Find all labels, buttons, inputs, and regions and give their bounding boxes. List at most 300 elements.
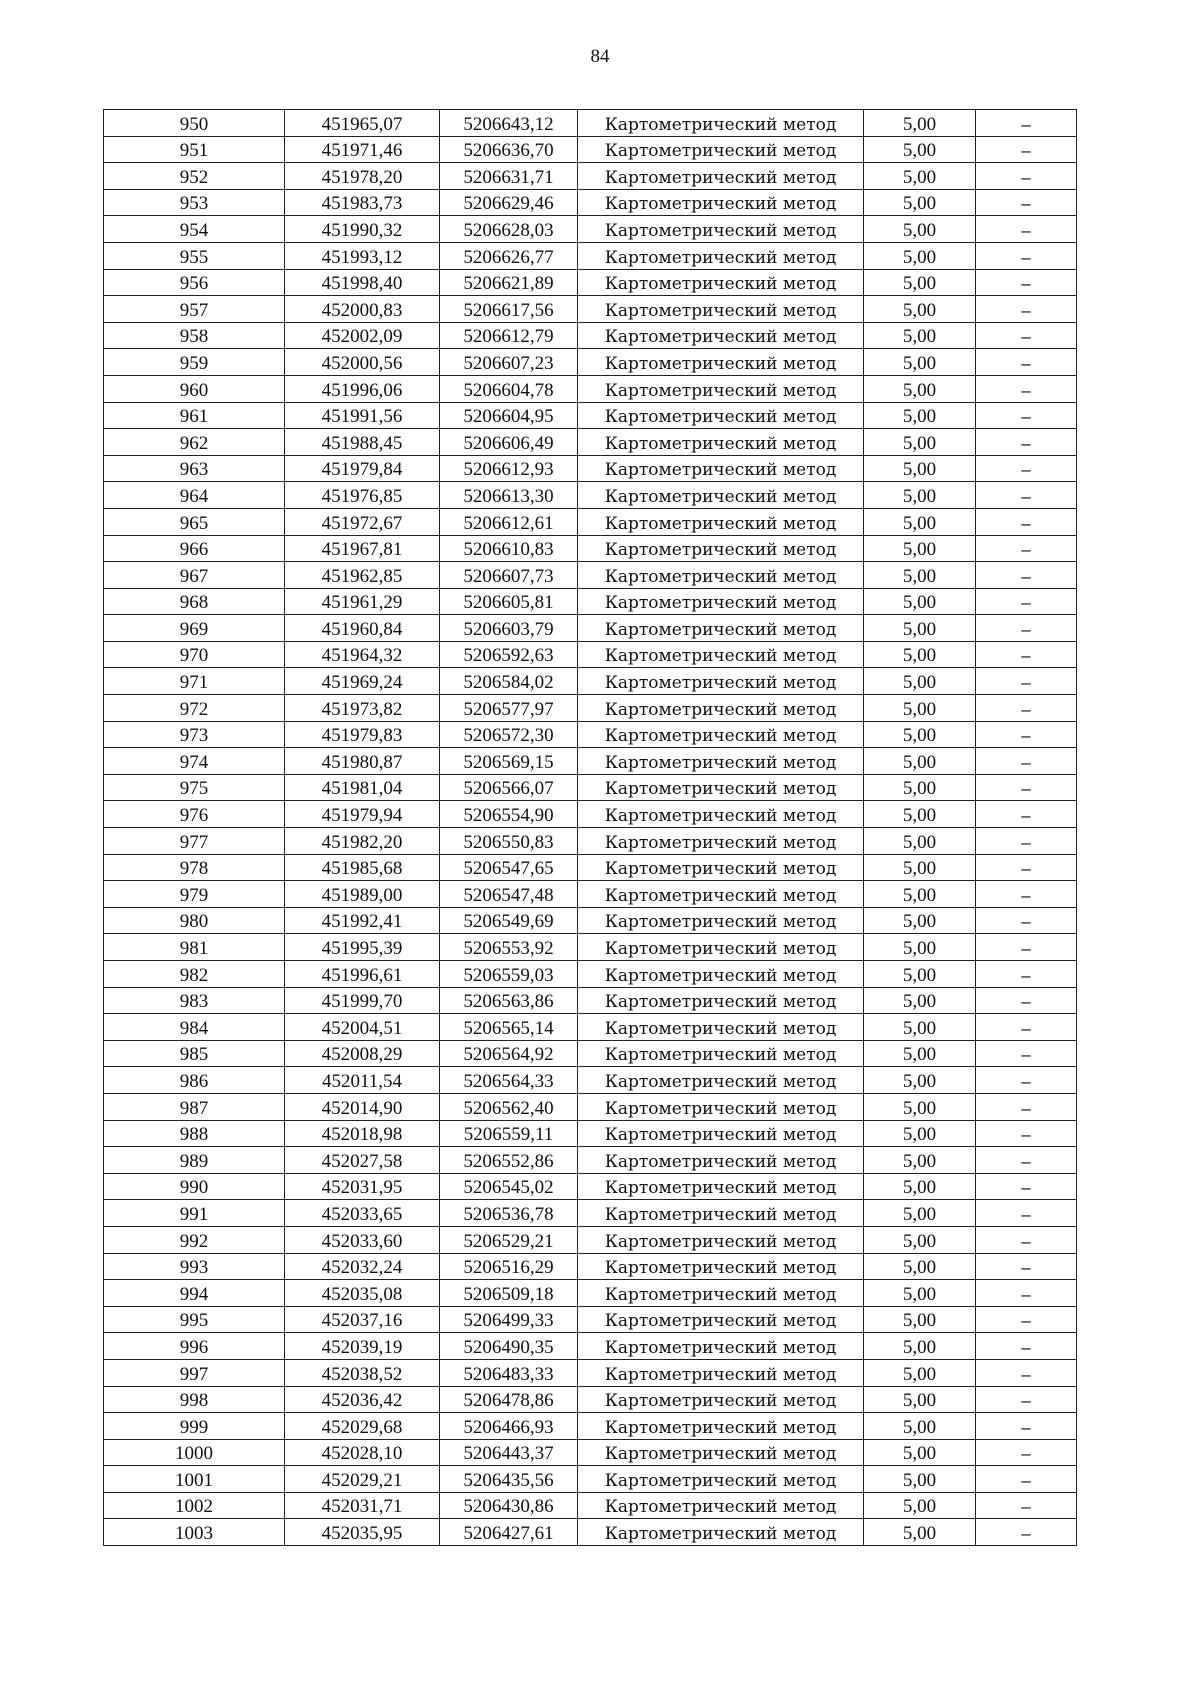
table-row <box>104 1359 1077 1386</box>
y-coordinate-cell: 5206612,79 <box>440 322 578 349</box>
y-coordinate-cell: 5206516,29 <box>440 1253 578 1280</box>
method-cell: Картометрический метод <box>578 828 864 855</box>
x-coordinate-cell: 451976,85 <box>285 482 440 509</box>
table-row <box>104 1439 1077 1466</box>
accuracy-cell: 5,00 <box>864 429 976 456</box>
accuracy-cell: 5,00 <box>864 1067 976 1094</box>
method-cell: Картометрический метод <box>578 961 864 988</box>
description-cell: – <box>976 189 1077 216</box>
point-number-cell: 992 <box>104 1226 285 1253</box>
table-row <box>104 695 1077 722</box>
y-coordinate-cell: 5206559,03 <box>440 961 578 988</box>
point-number-cell: 990 <box>104 1173 285 1200</box>
description-cell: – <box>976 748 1077 775</box>
point-number-cell: 985 <box>104 1040 285 1067</box>
description-cell: – <box>976 402 1077 429</box>
description-cell: – <box>976 1386 1077 1413</box>
point-number-cell: 995 <box>104 1306 285 1333</box>
point-number-cell: 999 <box>104 1413 285 1440</box>
description-cell: – <box>976 1093 1077 1120</box>
point-number-cell: 954 <box>104 216 285 243</box>
point-number-cell: 989 <box>104 1147 285 1174</box>
method-cell: Картометрический метод <box>578 934 864 961</box>
accuracy-cell: 5,00 <box>864 641 976 668</box>
method-cell: Картометрический метод <box>578 1280 864 1307</box>
description-cell: – <box>976 1359 1077 1386</box>
point-number-cell: 965 <box>104 508 285 535</box>
x-coordinate-cell: 451978,20 <box>285 163 440 190</box>
accuracy-cell: 5,00 <box>864 1413 976 1440</box>
accuracy-cell: 5,00 <box>864 1226 976 1253</box>
description-cell: – <box>976 1306 1077 1333</box>
table-row <box>104 881 1077 908</box>
x-coordinate-cell: 451965,07 <box>285 110 440 137</box>
x-coordinate-cell: 452036,42 <box>285 1386 440 1413</box>
x-coordinate-cell: 451991,56 <box>285 402 440 429</box>
table-row <box>104 508 1077 535</box>
method-cell: Картометрический метод <box>578 429 864 456</box>
method-cell: Картометрический метод <box>578 1359 864 1386</box>
x-coordinate-cell: 452008,29 <box>285 1040 440 1067</box>
point-number-cell: 963 <box>104 455 285 482</box>
table-row <box>104 588 1077 615</box>
method-cell: Картометрический метод <box>578 216 864 243</box>
coordinates-table <box>103 109 1077 1546</box>
accuracy-cell: 5,00 <box>864 695 976 722</box>
table-row <box>104 668 1077 695</box>
point-number-cell: 960 <box>104 375 285 402</box>
table-row <box>104 1147 1077 1174</box>
x-coordinate-cell: 451962,85 <box>285 562 440 589</box>
x-coordinate-cell: 452033,65 <box>285 1200 440 1227</box>
x-coordinate-cell: 451988,45 <box>285 429 440 456</box>
table-row <box>104 961 1077 988</box>
point-number-cell: 957 <box>104 296 285 323</box>
x-coordinate-cell: 451983,73 <box>285 189 440 216</box>
description-cell: – <box>976 455 1077 482</box>
table-row <box>104 615 1077 642</box>
description-cell: – <box>976 269 1077 296</box>
table-row <box>104 1093 1077 1120</box>
method-cell: Картометрический метод <box>578 189 864 216</box>
table-row <box>104 774 1077 801</box>
point-number-cell: 978 <box>104 854 285 881</box>
y-coordinate-cell: 5206572,30 <box>440 721 578 748</box>
point-number-cell: 976 <box>104 801 285 828</box>
method-cell: Картометрический метод <box>578 615 864 642</box>
x-coordinate-cell: 452029,68 <box>285 1413 440 1440</box>
description-cell: – <box>976 349 1077 376</box>
point-number-cell: 950 <box>104 110 285 137</box>
y-coordinate-cell: 5206605,81 <box>440 588 578 615</box>
description-cell: – <box>976 296 1077 323</box>
point-number-cell: 969 <box>104 615 285 642</box>
y-coordinate-cell: 5206569,15 <box>440 748 578 775</box>
accuracy-cell: 5,00 <box>864 1466 976 1493</box>
table-row <box>104 216 1077 243</box>
accuracy-cell: 5,00 <box>864 1306 976 1333</box>
table-row <box>104 375 1077 402</box>
accuracy-cell: 5,00 <box>864 455 976 482</box>
table-row <box>104 1226 1077 1253</box>
accuracy-cell: 5,00 <box>864 1386 976 1413</box>
point-number-cell: 964 <box>104 482 285 509</box>
method-cell: Картометрический метод <box>578 588 864 615</box>
x-coordinate-cell: 452035,08 <box>285 1280 440 1307</box>
table-row <box>104 349 1077 376</box>
y-coordinate-cell: 5206643,12 <box>440 110 578 137</box>
description-cell: – <box>976 1439 1077 1466</box>
method-cell: Картометрический метод <box>578 721 864 748</box>
table-row <box>104 1492 1077 1519</box>
method-cell: Картометрический метод <box>578 1492 864 1519</box>
description-cell: – <box>976 987 1077 1014</box>
description-cell: – <box>976 1147 1077 1174</box>
point-number-cell: 1002 <box>104 1492 285 1519</box>
method-cell: Картометрический метод <box>578 854 864 881</box>
table-row <box>104 828 1077 855</box>
x-coordinate-cell: 451972,67 <box>285 508 440 535</box>
y-coordinate-cell: 5206612,93 <box>440 455 578 482</box>
method-cell: Картометрический метод <box>578 242 864 269</box>
table-row <box>104 1014 1077 1041</box>
y-coordinate-cell: 5206610,83 <box>440 535 578 562</box>
point-number-cell: 962 <box>104 429 285 456</box>
x-coordinate-cell: 451973,82 <box>285 695 440 722</box>
accuracy-cell: 5,00 <box>864 1492 976 1519</box>
y-coordinate-cell: 5206443,37 <box>440 1439 578 1466</box>
description-cell: – <box>976 1492 1077 1519</box>
method-cell: Картометрический метод <box>578 987 864 1014</box>
x-coordinate-cell: 451995,39 <box>285 934 440 961</box>
y-coordinate-cell: 5206612,61 <box>440 508 578 535</box>
y-coordinate-cell: 5206430,86 <box>440 1492 578 1519</box>
description-cell: – <box>976 1120 1077 1147</box>
accuracy-cell: 5,00 <box>864 402 976 429</box>
x-coordinate-cell: 452011,54 <box>285 1067 440 1094</box>
description-cell: – <box>976 668 1077 695</box>
x-coordinate-cell: 452014,90 <box>285 1093 440 1120</box>
method-cell: Картометрический метод <box>578 269 864 296</box>
x-coordinate-cell: 451979,83 <box>285 721 440 748</box>
x-coordinate-cell: 451999,70 <box>285 987 440 1014</box>
method-cell: Картометрический метод <box>578 881 864 908</box>
x-coordinate-cell: 451960,84 <box>285 615 440 642</box>
y-coordinate-cell: 5206483,33 <box>440 1359 578 1386</box>
point-number-cell: 961 <box>104 402 285 429</box>
point-number-cell: 974 <box>104 748 285 775</box>
point-number-cell: 983 <box>104 987 285 1014</box>
point-number-cell: 1000 <box>104 1439 285 1466</box>
point-number-cell: 951 <box>104 136 285 163</box>
description-cell: – <box>976 1253 1077 1280</box>
accuracy-cell: 5,00 <box>864 1519 976 1546</box>
y-coordinate-cell: 5206564,92 <box>440 1040 578 1067</box>
method-cell: Картометрический метод <box>578 1093 864 1120</box>
description-cell: – <box>976 1280 1077 1307</box>
table-row <box>104 1519 1077 1546</box>
table-row <box>104 801 1077 828</box>
accuracy-cell: 5,00 <box>864 1253 976 1280</box>
x-coordinate-cell: 451980,87 <box>285 748 440 775</box>
x-coordinate-cell: 451996,06 <box>285 375 440 402</box>
table-row <box>104 1200 1077 1227</box>
method-cell: Картометрический метод <box>578 455 864 482</box>
description-cell: – <box>976 907 1077 934</box>
method-cell: Картометрический метод <box>578 748 864 775</box>
description-cell: – <box>976 1466 1077 1493</box>
method-cell: Картометрический метод <box>578 110 864 137</box>
x-coordinate-cell: 451969,24 <box>285 668 440 695</box>
y-coordinate-cell: 5206427,61 <box>440 1519 578 1546</box>
description-cell: – <box>976 641 1077 668</box>
point-number-cell: 971 <box>104 668 285 695</box>
x-coordinate-cell: 451998,40 <box>285 269 440 296</box>
table-row <box>104 429 1077 456</box>
method-cell: Картометрический метод <box>578 1333 864 1360</box>
point-number-cell: 998 <box>104 1386 285 1413</box>
y-coordinate-cell: 5206577,97 <box>440 695 578 722</box>
description-cell: – <box>976 1519 1077 1546</box>
description-cell: – <box>976 1173 1077 1200</box>
y-coordinate-cell: 5206564,33 <box>440 1067 578 1094</box>
accuracy-cell: 5,00 <box>864 748 976 775</box>
point-number-cell: 968 <box>104 588 285 615</box>
method-cell: Картометрический метод <box>578 562 864 589</box>
accuracy-cell: 5,00 <box>864 1280 976 1307</box>
description-cell: – <box>976 110 1077 137</box>
point-number-cell: 986 <box>104 1067 285 1094</box>
method-cell: Картометрический метод <box>578 535 864 562</box>
y-coordinate-cell: 5206607,73 <box>440 562 578 589</box>
table-row <box>104 482 1077 509</box>
table-row <box>104 136 1077 163</box>
method-cell: Картометрический метод <box>578 296 864 323</box>
description-cell: – <box>976 801 1077 828</box>
method-cell: Картометрический метод <box>578 1200 864 1227</box>
y-coordinate-cell: 5206563,86 <box>440 987 578 1014</box>
x-coordinate-cell: 452028,10 <box>285 1439 440 1466</box>
description-cell: – <box>976 163 1077 190</box>
y-coordinate-cell: 5206636,70 <box>440 136 578 163</box>
method-cell: Картометрический метод <box>578 641 864 668</box>
method-cell: Картометрический метод <box>578 349 864 376</box>
accuracy-cell: 5,00 <box>864 907 976 934</box>
table-row <box>104 1120 1077 1147</box>
table-row <box>104 1466 1077 1493</box>
x-coordinate-cell: 451989,00 <box>285 881 440 908</box>
method-cell: Картометрический метод <box>578 774 864 801</box>
accuracy-cell: 5,00 <box>864 1014 976 1041</box>
point-number-cell: 996 <box>104 1333 285 1360</box>
x-coordinate-cell: 451971,46 <box>285 136 440 163</box>
x-coordinate-cell: 451979,94 <box>285 801 440 828</box>
y-coordinate-cell: 5206562,40 <box>440 1093 578 1120</box>
point-number-cell: 987 <box>104 1093 285 1120</box>
accuracy-cell: 5,00 <box>864 349 976 376</box>
description-cell: – <box>976 615 1077 642</box>
method-cell: Картометрический метод <box>578 1413 864 1440</box>
table-row <box>104 748 1077 775</box>
table-row <box>104 402 1077 429</box>
method-cell: Картометрический метод <box>578 1439 864 1466</box>
accuracy-cell: 5,00 <box>864 987 976 1014</box>
table-row <box>104 1386 1077 1413</box>
table-row <box>104 296 1077 323</box>
accuracy-cell: 5,00 <box>864 110 976 137</box>
table-row <box>104 322 1077 349</box>
description-cell: – <box>976 322 1077 349</box>
y-coordinate-cell: 5206628,03 <box>440 216 578 243</box>
y-coordinate-cell: 5206592,63 <box>440 641 578 668</box>
x-coordinate-cell: 451993,12 <box>285 242 440 269</box>
table-row <box>104 721 1077 748</box>
description-cell: – <box>976 216 1077 243</box>
table-row <box>104 455 1077 482</box>
table-row <box>104 269 1077 296</box>
x-coordinate-cell: 452038,52 <box>285 1359 440 1386</box>
y-coordinate-cell: 5206629,46 <box>440 189 578 216</box>
description-cell: – <box>976 562 1077 589</box>
method-cell: Картометрический метод <box>578 907 864 934</box>
method-cell: Картометрический метод <box>578 668 864 695</box>
accuracy-cell: 5,00 <box>864 375 976 402</box>
accuracy-cell: 5,00 <box>864 136 976 163</box>
accuracy-cell: 5,00 <box>864 296 976 323</box>
method-cell: Картометрический метод <box>578 1173 864 1200</box>
description-cell: – <box>976 854 1077 881</box>
point-number-cell: 959 <box>104 349 285 376</box>
point-number-cell: 967 <box>104 562 285 589</box>
point-number-cell: 981 <box>104 934 285 961</box>
method-cell: Картометрический метод <box>578 1067 864 1094</box>
y-coordinate-cell: 5206549,69 <box>440 907 578 934</box>
accuracy-cell: 5,00 <box>864 961 976 988</box>
y-coordinate-cell: 5206604,78 <box>440 375 578 402</box>
y-coordinate-cell: 5206552,86 <box>440 1147 578 1174</box>
point-number-cell: 956 <box>104 269 285 296</box>
method-cell: Картометрический метод <box>578 1466 864 1493</box>
accuracy-cell: 5,00 <box>864 163 976 190</box>
description-cell: – <box>976 482 1077 509</box>
x-coordinate-cell: 451985,68 <box>285 854 440 881</box>
description-cell: – <box>976 588 1077 615</box>
y-coordinate-cell: 5206547,48 <box>440 881 578 908</box>
accuracy-cell: 5,00 <box>864 1439 976 1466</box>
accuracy-cell: 5,00 <box>864 854 976 881</box>
y-coordinate-cell: 5206613,30 <box>440 482 578 509</box>
y-coordinate-cell: 5206466,93 <box>440 1413 578 1440</box>
accuracy-cell: 5,00 <box>864 216 976 243</box>
y-coordinate-cell: 5206490,35 <box>440 1333 578 1360</box>
y-coordinate-cell: 5206606,49 <box>440 429 578 456</box>
method-cell: Картометрический метод <box>578 801 864 828</box>
description-cell: – <box>976 881 1077 908</box>
x-coordinate-cell: 452002,09 <box>285 322 440 349</box>
table-row <box>104 1413 1077 1440</box>
x-coordinate-cell: 451964,32 <box>285 641 440 668</box>
x-coordinate-cell: 452033,60 <box>285 1226 440 1253</box>
accuracy-cell: 5,00 <box>864 562 976 589</box>
y-coordinate-cell: 5206536,78 <box>440 1200 578 1227</box>
table-row <box>104 163 1077 190</box>
accuracy-cell: 5,00 <box>864 721 976 748</box>
description-cell: – <box>976 1014 1077 1041</box>
x-coordinate-cell: 452004,51 <box>285 1014 440 1041</box>
point-number-cell: 982 <box>104 961 285 988</box>
table-row <box>104 562 1077 589</box>
description-cell: – <box>976 1413 1077 1440</box>
x-coordinate-cell: 452018,98 <box>285 1120 440 1147</box>
method-cell: Картометрический метод <box>578 482 864 509</box>
description-cell: – <box>976 242 1077 269</box>
x-coordinate-cell: 452039,19 <box>285 1333 440 1360</box>
y-coordinate-cell: 5206559,11 <box>440 1120 578 1147</box>
y-coordinate-cell: 5206550,83 <box>440 828 578 855</box>
table-row <box>104 1280 1077 1307</box>
method-cell: Картометрический метод <box>578 322 864 349</box>
description-cell: – <box>976 535 1077 562</box>
y-coordinate-cell: 5206566,07 <box>440 774 578 801</box>
table-row <box>104 189 1077 216</box>
accuracy-cell: 5,00 <box>864 1173 976 1200</box>
coordinates-table-body <box>104 110 1077 1546</box>
y-coordinate-cell: 5206617,56 <box>440 296 578 323</box>
point-number-cell: 966 <box>104 535 285 562</box>
table-row <box>104 1333 1077 1360</box>
y-coordinate-cell: 5206545,02 <box>440 1173 578 1200</box>
x-coordinate-cell: 452000,56 <box>285 349 440 376</box>
table-row <box>104 934 1077 961</box>
point-number-cell: 994 <box>104 1280 285 1307</box>
x-coordinate-cell: 452000,83 <box>285 296 440 323</box>
accuracy-cell: 5,00 <box>864 535 976 562</box>
description-cell: – <box>976 508 1077 535</box>
method-cell: Картометрический метод <box>578 1040 864 1067</box>
y-coordinate-cell: 5206478,86 <box>440 1386 578 1413</box>
point-number-cell: 1003 <box>104 1519 285 1546</box>
table-row <box>104 1253 1077 1280</box>
method-cell: Картометрический метод <box>578 375 864 402</box>
y-coordinate-cell: 5206435,56 <box>440 1466 578 1493</box>
y-coordinate-cell: 5206554,90 <box>440 801 578 828</box>
point-number-cell: 952 <box>104 163 285 190</box>
description-cell: – <box>976 375 1077 402</box>
point-number-cell: 973 <box>104 721 285 748</box>
accuracy-cell: 5,00 <box>864 269 976 296</box>
description-cell: – <box>976 774 1077 801</box>
accuracy-cell: 5,00 <box>864 189 976 216</box>
accuracy-cell: 5,00 <box>864 828 976 855</box>
description-cell: – <box>976 1333 1077 1360</box>
table-row <box>104 1067 1077 1094</box>
accuracy-cell: 5,00 <box>864 1120 976 1147</box>
y-coordinate-cell: 5206604,95 <box>440 402 578 429</box>
table-row <box>104 907 1077 934</box>
x-coordinate-cell: 452031,71 <box>285 1492 440 1519</box>
point-number-cell: 953 <box>104 189 285 216</box>
table-row <box>104 535 1077 562</box>
y-coordinate-cell: 5206603,79 <box>440 615 578 642</box>
method-cell: Картометрический метод <box>578 508 864 535</box>
y-coordinate-cell: 5206553,92 <box>440 934 578 961</box>
description-cell: – <box>976 1040 1077 1067</box>
point-number-cell: 958 <box>104 322 285 349</box>
table-row <box>104 242 1077 269</box>
y-coordinate-cell: 5206547,65 <box>440 854 578 881</box>
accuracy-cell: 5,00 <box>864 881 976 908</box>
accuracy-cell: 5,00 <box>864 482 976 509</box>
